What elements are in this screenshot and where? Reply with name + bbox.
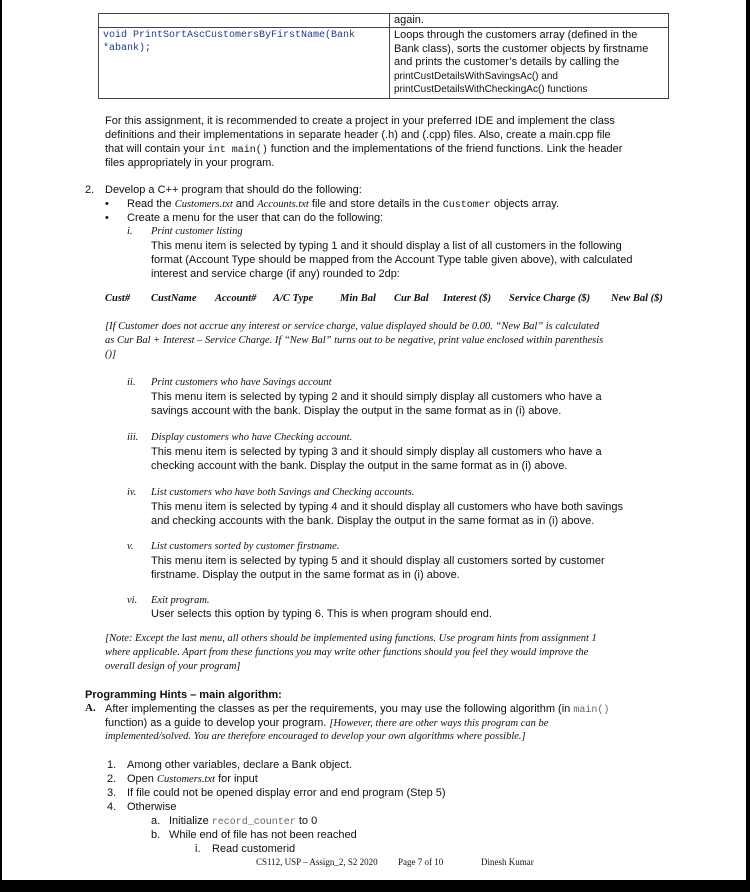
menu-text: User selects this option by typing 6. This is when program should end. xyxy=(151,608,492,620)
substep-label: i. xyxy=(195,843,201,855)
question-number: 2. xyxy=(85,184,95,196)
note-line: overall design of your program] xyxy=(105,661,241,672)
desc-line: printCustDetailsWithCheckingAc() functions xyxy=(394,84,588,95)
step-number: 4. xyxy=(107,801,117,813)
column-header: A/C Type xyxy=(273,293,314,304)
menu-text: This menu item is selected by typing 5 and it should display all customers sorted by customer xyxy=(151,555,605,567)
menu-number: iii. xyxy=(127,432,139,443)
document-page xyxy=(2,0,746,880)
table-row xyxy=(99,28,669,99)
column-header: Interest ($) xyxy=(443,293,492,304)
menu-number: vi. xyxy=(127,595,138,606)
substep-label: a. xyxy=(151,815,161,827)
bullet-dot: • xyxy=(105,212,109,224)
note-line: [Note: Except the last menu, all others should be implemented using functions. Use program hints from assignment 1 xyxy=(105,633,597,644)
substep-label: b. xyxy=(151,829,161,841)
menu-text: format (Account Type should be mapped from the Account Type table given above), with calculated xyxy=(151,254,633,266)
menu-text: This menu item is selected by typing 3 and it should simply display all customers who have a xyxy=(151,446,602,458)
format-note-line: [If Customer does not accrue any interest or service charge, value displayed should be 0.00. “New Bal” is calculated xyxy=(105,321,600,332)
hint-label: A. xyxy=(85,702,96,714)
step-text: Among other variables, declare a Bank object. xyxy=(127,759,353,771)
column-header: Service Charge ($) xyxy=(509,293,591,304)
step-number: 3. xyxy=(107,787,117,799)
footer-page: Page 7 of 10 xyxy=(398,857,444,867)
method-table xyxy=(98,13,669,99)
method-signature-cell xyxy=(99,28,390,99)
step-text: Open Customers.txt for input xyxy=(127,773,258,785)
column-header: New Bal ($) xyxy=(611,293,663,304)
table-row xyxy=(99,14,669,28)
format-note-line: as Cur Bal + Interest – Service Charge. If “New Bal” turns out to be negative, print value enclosed within parenthesis xyxy=(105,335,604,346)
menu-text: This menu item is selected by typing 4 and it should display all customers who have both savings xyxy=(151,501,624,513)
bullet-item: Read the Customers.txt and Accounts.txt file and store details in the Customer objects array. xyxy=(127,198,560,211)
menu-title: Exit program. xyxy=(151,595,210,606)
column-header: Cust# xyxy=(105,293,131,304)
menu-title: List customers who have both Savings and Checking accounts. xyxy=(151,487,415,498)
hint-line: function) as a guide to develop your program. [However, there are other ways this program can be xyxy=(105,717,549,729)
substep-text: Initialize record_counter to 0 xyxy=(169,815,318,828)
desc-line: printCustDetailsWithSavingsAc() and xyxy=(394,70,558,82)
bullet-item: Create a menu for the user that can do the following: xyxy=(127,212,384,224)
intro-line: For this assignment, it is recommended to create a project in your preferred IDE and implement the class xyxy=(105,115,615,127)
menu-text: This menu item is selected by typing 2 and it should simply display all customers who have a xyxy=(151,391,602,403)
desc-line: and prints the customer’s details by calling the xyxy=(394,56,620,68)
desc-line: Loops through the customers array (defined in the xyxy=(394,29,638,41)
method-signature: void PrintSortAscCustomersByFirstName(Bank *abank); xyxy=(103,30,362,54)
step-text: Otherwise xyxy=(127,801,177,813)
substep-text: While end of file has not been reached xyxy=(169,829,357,841)
menu-number: ii. xyxy=(127,377,136,388)
intro-line: that will contain your int main() function and the implementations of the friend functions. Link the header xyxy=(105,143,623,156)
menu-text: firstname. Display the output in the same format as in (i) above. xyxy=(151,569,460,581)
method-description-cell xyxy=(390,28,669,99)
step-text: If file could not be opened display error and end program (Step 5) xyxy=(127,787,446,799)
column-header: CustName xyxy=(151,293,197,304)
bullet-dot: • xyxy=(105,198,109,210)
intro-line: files appropriately in your program. xyxy=(105,157,275,169)
section-heading: Programming Hints – main algorithm: xyxy=(85,689,282,701)
menu-text: savings account with the bank. Display the output in the same format as in (i) above. xyxy=(151,405,562,417)
column-header: Account# xyxy=(215,293,257,304)
column-header: Cur Bal xyxy=(394,293,429,304)
menu-title: Display customers who have Checking account. xyxy=(151,432,353,443)
menu-title: Print customer listing xyxy=(151,226,243,237)
note-line: where applicable. Apart from these functions you may write other functions should you feel they would improve the xyxy=(105,647,589,658)
menu-title: Print customers who have Savings account xyxy=(151,377,332,388)
menu-number: v. xyxy=(127,541,134,552)
table-cell-prev: again. xyxy=(390,14,669,28)
menu-text: interest and service charge (if any) rounded to 2dp: xyxy=(151,268,400,280)
menu-text: checking account with the bank. Display the output in the same format as in (i) above. xyxy=(151,460,568,472)
menu-text: and checking accounts with the bank. Display the output in the same format as in (i) above. xyxy=(151,515,595,527)
hint-line: After implementing the classes as per the requirements, you may use the following algorithm (in main() xyxy=(105,703,610,716)
step-number: 2. xyxy=(107,773,117,785)
menu-title: List customers sorted by customer firstname. xyxy=(151,541,340,552)
hint-line: implemented/solved. You are therefore encouraged to develop your own algorithms where possible.] xyxy=(105,731,526,742)
desc-line: Bank class), sorts the customer objects by firstname xyxy=(394,42,649,55)
question-lead: Develop a C++ program that should do the following: xyxy=(105,184,362,196)
menu-number: i. xyxy=(127,226,133,237)
footer-author: Dinesh Kumar xyxy=(481,857,534,867)
menu-text: This menu item is selected by typing 1 and it should display a list of all customers in the following xyxy=(151,240,622,252)
footer-course: CS112, USP – Assign_2, S2 2020 xyxy=(256,857,378,867)
format-note-line: ()] xyxy=(105,349,117,360)
intro-line: definitions and their implementations in separate header (.h) and (.cpp) files. Also, create a main.cpp file xyxy=(105,129,611,141)
column-header: Min Bal xyxy=(340,293,376,304)
substep-text: Read customerid xyxy=(212,843,296,855)
step-number: 1. xyxy=(107,759,117,771)
menu-number: iv. xyxy=(127,487,137,498)
